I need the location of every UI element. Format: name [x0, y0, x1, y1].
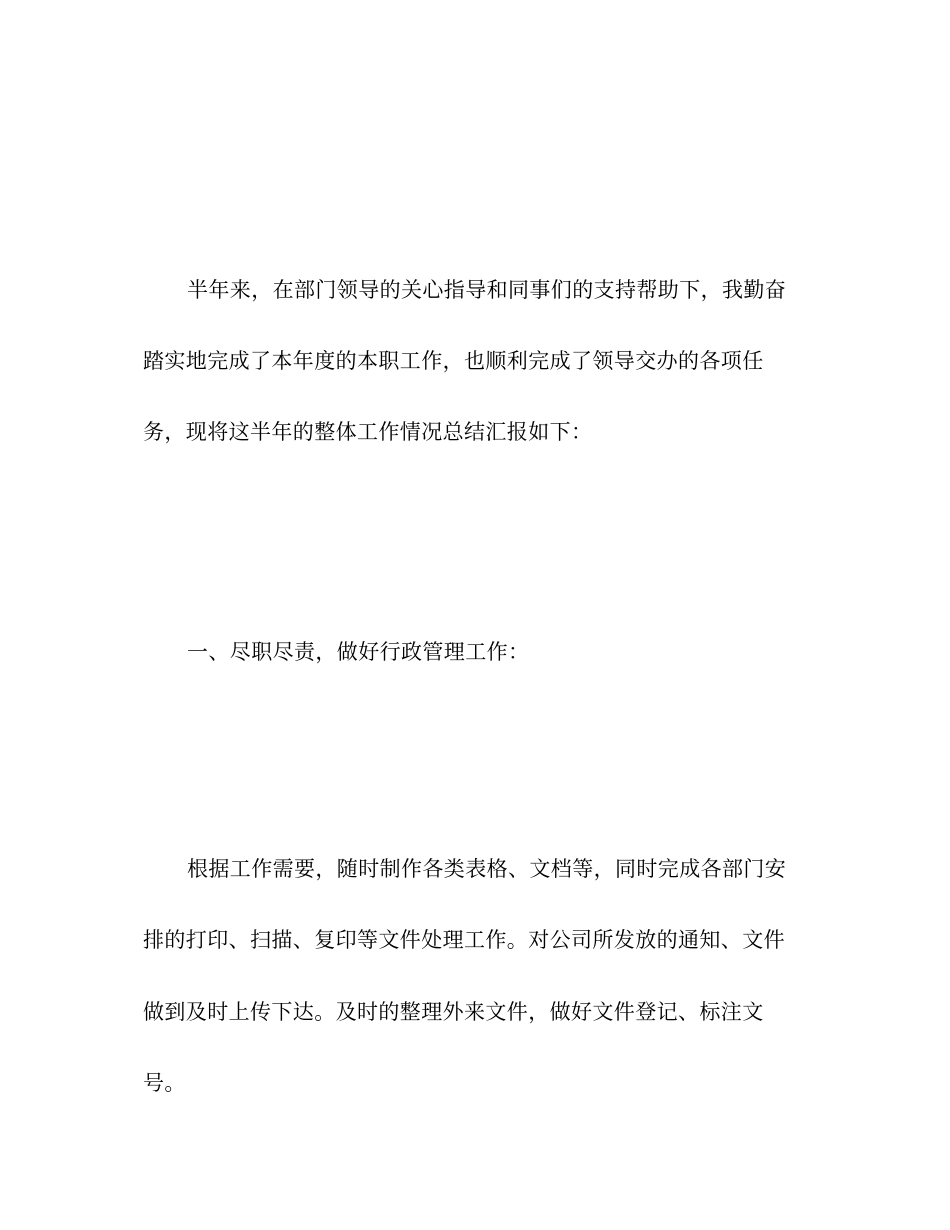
section-heading-1: 一、尽职尽责，做好行政管理工作： [187, 640, 530, 664]
paragraph-1-line-3: 务，现将这半年的整体工作情况总结汇报如下： [143, 420, 593, 444]
paragraph-2-line-2: 排的打印、扫描、复印等文件处理工作。对公司所发放的通知、文件 [143, 928, 785, 952]
paragraph-2-line-4: 号。 [143, 1071, 186, 1095]
paragraph-1-line-2: 踏实地完成了本年度的本职工作，也顺利完成了领导交办的各项任 [143, 349, 764, 373]
paragraph-1-line-1: 半年来，在部门领导的关心指导和同事们的支持帮助下，我勤奋 [187, 278, 787, 302]
paragraph-2-line-1: 根据工作需要，随时制作各类表格、文档等，同时完成各部门安 [187, 857, 787, 881]
paragraph-2-line-3: 做到及时上传下达。及时的整理外来文件，做好文件登记、标注文 [143, 1000, 764, 1024]
